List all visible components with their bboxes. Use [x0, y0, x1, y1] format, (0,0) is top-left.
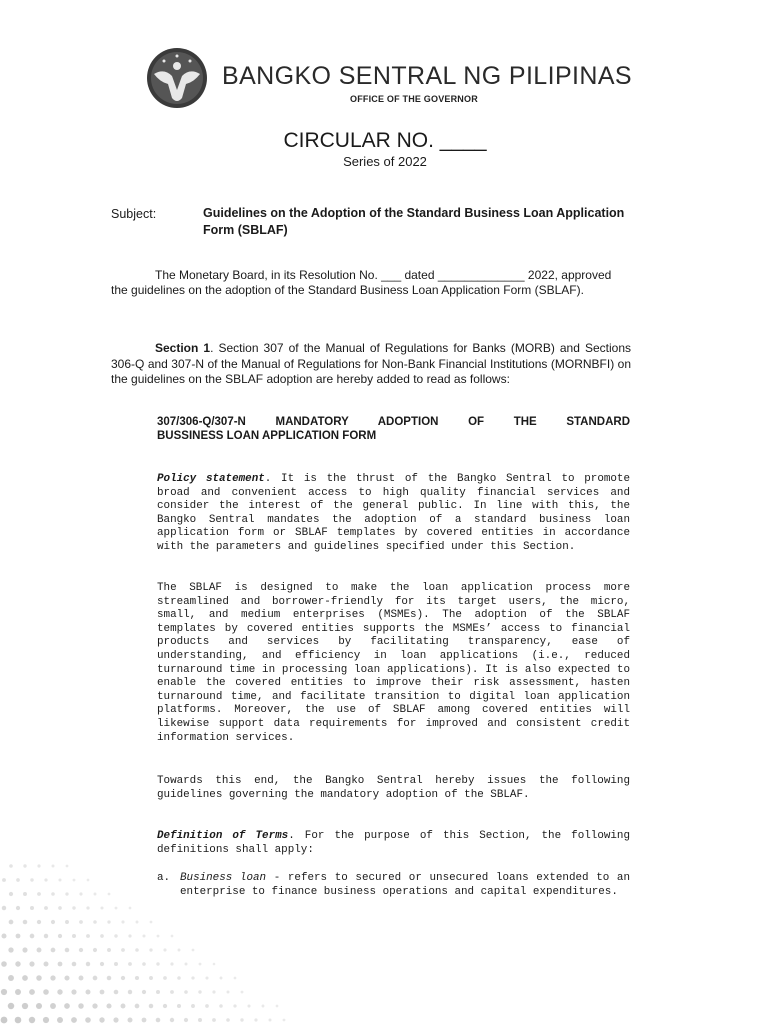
dot-decoration — [2, 878, 6, 882]
dot-decoration — [234, 977, 237, 980]
dot-decoration — [30, 934, 35, 939]
dot-decoration — [1, 933, 6, 938]
dot-decoration — [170, 990, 174, 994]
dot-decoration — [163, 976, 167, 980]
dot-decoration — [100, 990, 105, 995]
dot-decoration — [135, 976, 139, 980]
dot-decoration — [114, 990, 119, 995]
dot-decoration — [58, 962, 63, 967]
dot-decoration — [9, 920, 14, 925]
dot-decoration — [262, 1005, 265, 1008]
dot-decoration — [184, 1018, 188, 1022]
dot-decoration — [71, 989, 76, 994]
dot-decoration — [30, 906, 34, 910]
sblaf-paragraph: The SBLAF is designed to make the loan application process more streamlined and borrower-friendly for its target users, the micro, small, and medium enterprises (MSMEs). The adoption of the SBLAF templates by covered entities supports the MSMEs’ access to financial products and services by facilitating transparency, ease of understanding, and efficiency in loan applications (i.e., reduced turnaround time in processing loan applications). It is also expected to enable the covered entities to improve their risk assessment, hasten turnaround time, and facilitate transition to digital loan application platforms. Moreover, the use of SBLAF among covered entities will likewise support data requirements for improved and consistent credit information services. — [157, 582, 630, 744]
dot-decoration — [15, 961, 20, 966]
dot-decoration — [135, 1004, 140, 1009]
dot-decoration — [44, 878, 47, 881]
circular-series: Series of 2022 — [343, 154, 427, 169]
dot-decoration — [29, 989, 35, 995]
dot-decoration — [276, 1005, 279, 1008]
dot-decoration — [94, 893, 97, 896]
dot-decoration — [191, 1004, 195, 1008]
dot-decoration — [219, 1004, 223, 1008]
dot-decoration — [163, 1004, 167, 1008]
dot-decoration — [108, 893, 111, 896]
dot-decoration — [29, 961, 34, 966]
policy-paragraph — [157, 473, 630, 555]
dot-decoration — [156, 962, 159, 965]
dot-decoration — [114, 934, 117, 937]
section-1-text: . Section 307 of the Manual of Regulations for Banks (MORB) and Sections 306-Q and 307-N of the Manual of Regulations for Non-Bank Financial Institutions (MORNBFI) on the guidelines on the SBLAF adoption are hereby added to read as follows: — [111, 341, 631, 386]
dot-decoration — [85, 989, 90, 994]
dot-decoration — [136, 921, 139, 924]
intro-paragraph: The Monetary Board, in its Resolution No. ___ dated _____________ 2022, approved the guidelines on the adoption of the Standard Business Loan Application Form (SBLAF). — [111, 268, 612, 297]
dot-decoration — [177, 976, 181, 980]
dot-decoration — [58, 906, 62, 910]
dot-decoration — [64, 975, 69, 980]
dot-decoration — [86, 906, 89, 909]
dot-decoration — [23, 892, 27, 896]
dot-decoration — [72, 934, 76, 938]
dot-decoration — [43, 961, 48, 966]
dot-decoration — [184, 962, 187, 965]
dot-decoration — [149, 976, 153, 980]
dot-decoration — [79, 920, 83, 924]
subject-label: Subject: — [111, 207, 157, 221]
dot-decoration — [93, 948, 97, 952]
dot-decoration — [93, 920, 97, 924]
dot-decoration — [93, 976, 98, 981]
dot-decoration — [128, 962, 132, 966]
dot-decoration — [212, 1018, 216, 1022]
dot-decoration — [184, 990, 188, 994]
dot-decoration — [36, 975, 42, 981]
dot-decoration — [1, 1017, 8, 1024]
dot-decoration — [142, 934, 145, 937]
dot-decoration — [205, 1004, 209, 1008]
dot-decoration — [73, 879, 76, 882]
dot-decoration — [57, 989, 62, 994]
dot-decoration — [170, 962, 173, 965]
dot-decoration — [121, 920, 124, 923]
dot-decoration — [150, 921, 153, 924]
dot-decoration — [23, 864, 26, 867]
dot-decoration — [37, 948, 42, 953]
dot-decoration — [52, 865, 55, 868]
dot-decoration — [85, 1017, 91, 1023]
dot-decoration — [78, 1003, 84, 1009]
dot-decoration — [106, 1003, 111, 1008]
dot-decoration — [212, 990, 215, 993]
dot-decoration — [157, 935, 160, 938]
section-1-label: Section 1 — [155, 341, 211, 355]
dot-decoration — [36, 1003, 42, 1009]
dot-decoration — [226, 990, 229, 993]
list-item — [180, 872, 630, 899]
dot-decoration — [178, 949, 181, 952]
dot-decoration — [156, 990, 160, 994]
list-item-text: - refers to secured or unsecured loans extended to an enterprise to finance business operations and capital expenditures. — [180, 872, 630, 898]
dot-decoration — [128, 934, 131, 937]
amendment-heading-line1: 307/306-Q/307-N MANDATORY ADOPTION OF THE STANDARD — [157, 416, 630, 428]
circular-title: CIRCULAR NO. ____ — [283, 129, 487, 152]
dot-decoration — [170, 1018, 174, 1022]
dot-decoration — [171, 935, 174, 938]
policy-text: . It is the thrust of the Bangko Sentral to promote broad and convenient access to high quality financial services and consider the interest of the general public. In line with this, the Bangko Sentral mandates the adoption of a standard business loan application form or SBLAF templates by covered entities in accordance with the parameters and guidelines specified under this Section. — [157, 473, 630, 553]
dot-decoration — [199, 963, 202, 966]
dot-decoration — [198, 1018, 202, 1022]
dot-decoration — [37, 892, 41, 896]
dot-decoration — [128, 1018, 133, 1023]
dot-decoration — [240, 1018, 243, 1021]
dot-decoration — [8, 975, 14, 981]
dot-decoration — [44, 934, 48, 938]
dot-decoration — [72, 906, 75, 909]
list-item-term: Business loan — [180, 872, 267, 884]
dot-decoration — [92, 1003, 97, 1008]
definitions-text: . For the purpose of this Section, the following definitions shall apply: — [157, 830, 630, 856]
dot-decoration — [51, 948, 56, 953]
dot-decoration — [16, 934, 21, 939]
dot-decoration — [65, 948, 70, 953]
dot-decoration — [9, 892, 13, 896]
dot-decoration — [87, 879, 90, 882]
bank-name: BANGKO SENTRAL NG PILIPINAS — [222, 62, 632, 90]
definitions-paragraph — [157, 830, 630, 857]
dot-decoration — [16, 878, 20, 882]
dot-decoration — [9, 864, 13, 868]
dot-decoration — [16, 906, 20, 910]
dot-decoration — [29, 1017, 35, 1023]
dot-decoration — [241, 991, 244, 994]
dot-decoration — [213, 963, 216, 966]
dot-decoration — [2, 906, 6, 910]
dot-decoration — [100, 934, 104, 938]
amendment-heading-line2: BUSSINESS LOAN APPLICATION FORM — [157, 430, 377, 442]
dot-decoration — [107, 948, 111, 952]
dot-decoration — [113, 1017, 118, 1022]
dot-decoration — [72, 962, 77, 967]
towards-paragraph: Towards this end, the Bangko Sentral hereby issues the following guidelines governing the mandatory adoption of the SBLAF. — [157, 775, 630, 801]
dot-decoration — [269, 1019, 272, 1022]
dot-decoration — [79, 948, 83, 952]
dot-decoration — [15, 1017, 22, 1024]
dot-decoration — [22, 947, 27, 952]
dot-decoration — [23, 920, 28, 925]
dot-decoration — [57, 1017, 63, 1023]
dot-decoration — [65, 920, 69, 924]
dot-decoration — [51, 920, 55, 924]
dot-decoration — [142, 1018, 147, 1023]
bsp-seal-icon — [142, 46, 212, 110]
dot-decoration — [191, 976, 194, 979]
dot-decoration — [226, 1018, 230, 1022]
dot-decoration — [129, 907, 132, 910]
dot-decoration — [64, 1003, 70, 1009]
dot-decoration — [198, 990, 201, 993]
dot-decoration — [121, 1004, 126, 1009]
office-name: OFFICE OF THE GOVERNOR — [350, 94, 478, 104]
dot-decoration — [86, 962, 90, 966]
dot-decoration — [71, 1017, 77, 1023]
dot-decoration — [107, 920, 110, 923]
dot-decoration — [86, 934, 90, 938]
dot-decoration — [8, 1003, 15, 1010]
dot-decoration — [43, 989, 49, 995]
dot-decoration — [220, 977, 223, 980]
dot-decoration — [22, 1003, 28, 1009]
dot-decoration — [149, 1004, 154, 1009]
dot-decoration — [100, 962, 104, 966]
dot-decoration — [58, 934, 62, 938]
dot-decoration — [50, 975, 55, 980]
dot-decoration — [107, 976, 112, 981]
dot-decoration — [114, 962, 118, 966]
dot-decoration — [51, 892, 55, 896]
dot-decoration — [163, 948, 166, 951]
dot-decoration — [58, 878, 61, 881]
dot-decoration — [149, 948, 152, 951]
dot-decoration — [142, 990, 146, 994]
dot-decoration — [283, 1019, 286, 1022]
dot-decoration — [1, 989, 7, 995]
dot-decoration — [22, 975, 28, 981]
subject-text: Guidelines on the Adoption of the Standard Business Loan Application Form (SBLAF) — [203, 206, 625, 237]
dot-decoration — [205, 976, 208, 979]
dot-decoration — [15, 989, 21, 995]
dot-decoration — [66, 865, 69, 868]
dot-decoration — [142, 962, 146, 966]
dot-decoration — [65, 892, 68, 895]
dot-decoration — [43, 1017, 49, 1023]
dot-decoration — [121, 976, 125, 980]
section-1-paragraph — [111, 341, 631, 388]
definitions-label: Definition of Terms — [157, 830, 289, 842]
dot-decoration — [247, 1004, 250, 1007]
dot-decoration — [8, 947, 13, 952]
dot-decoration — [100, 906, 103, 909]
dot-decoration — [254, 1018, 257, 1021]
dot-decoration — [37, 920, 41, 924]
policy-label: Policy statement — [157, 473, 265, 485]
dot-decoration — [128, 990, 132, 994]
dot-decoration — [99, 1017, 104, 1022]
dot-decoration — [50, 1003, 56, 1009]
dot-decoration — [156, 1018, 161, 1023]
dot-decoration — [79, 976, 84, 981]
dot-decoration — [37, 864, 40, 867]
dot-decoration — [115, 907, 118, 910]
dot-decoration — [30, 878, 33, 881]
dot-decoration — [233, 1004, 236, 1007]
dot-decoration — [121, 948, 125, 952]
dot-decoration — [1, 961, 7, 967]
dot-decoration — [79, 892, 82, 895]
list-item-marker: a. — [157, 872, 171, 884]
dot-decoration — [177, 1004, 181, 1008]
dot-decoration — [135, 948, 139, 952]
dot-decoration — [192, 949, 195, 952]
dot-decoration — [44, 906, 48, 910]
